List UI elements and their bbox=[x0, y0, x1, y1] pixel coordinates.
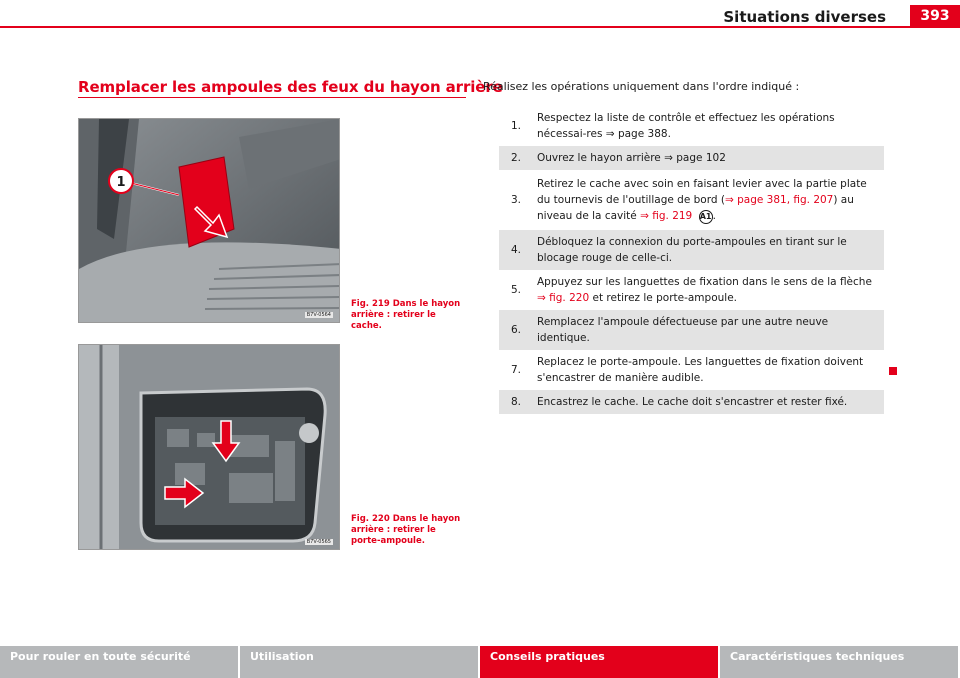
list-item: 4. Débloquez la connexion du porte-ampoules en tirant sur le blocage rouge de celle-ci. bbox=[499, 230, 884, 270]
xref-arrow-icon: ⇒ bbox=[724, 194, 734, 206]
figure-220-caption: Fig. 220 Dans le hayon arrière : retirer le porte-ampoule. bbox=[351, 514, 461, 546]
figure-link[interactable]: page 381, fig. 207 bbox=[737, 194, 834, 206]
callout-a1-icon: A1 bbox=[699, 210, 713, 224]
page-number: 393 bbox=[910, 5, 960, 28]
chapter-title: Situations diverses bbox=[723, 8, 886, 26]
figure-219-image bbox=[78, 118, 340, 323]
tab-technical-data[interactable]: Caractéristiques techniques bbox=[720, 646, 958, 678]
header-rule bbox=[0, 26, 910, 28]
list-item: 5. Appuyez sur les languettes de fixation dans le sens de la flèche ⇒ fig. 220 et retirez le porte-ampoule. bbox=[511, 276, 872, 304]
figure-link[interactable]: fig. 220 bbox=[549, 292, 590, 304]
page-link[interactable]: page 388 bbox=[617, 128, 668, 140]
xref-arrow-icon: ⇒ bbox=[640, 210, 649, 222]
list-item: 8. Encastrez le cache. Le cache doit s'encastrer et rester fixé. bbox=[499, 390, 884, 414]
footer-tabs bbox=[0, 646, 960, 678]
figure-219-caption: Fig. 219 Dans le hayon arrière : retirer le cache. bbox=[351, 299, 461, 331]
intro-text: Réalisez les opérations uniquement dans l'ordre indiqué : bbox=[483, 80, 800, 93]
list-item: 3. Retirez le cache avec soin en faisant levier avec la partie plate du tournevis de l'outillage de bord (⇒ page 381, fig. 207) au niveau de la cavité ⇒ fig. 219 A1. bbox=[511, 178, 867, 222]
tab-practical-tips[interactable]: Conseils pratiques bbox=[480, 646, 718, 678]
list-item: 6. Remplacez l'ampoule défectueuse par une autre neuve identique. bbox=[499, 310, 884, 350]
steps-list bbox=[499, 106, 884, 414]
section-title: Remplacer les ampoules des feux du hayon arrière bbox=[78, 78, 503, 96]
figure-callout-1: 1 bbox=[116, 175, 126, 190]
xref-arrow-icon: ⇒ bbox=[605, 128, 615, 140]
tab-operation[interactable]: Utilisation bbox=[240, 646, 478, 678]
xref-arrow-icon: ⇒ bbox=[537, 292, 546, 304]
section-end-icon bbox=[889, 367, 897, 375]
list-item: 7. Replacez le porte-ampoule. Les languettes de fixation doivent s'encastrer de manière audible. bbox=[511, 356, 864, 384]
section-rule bbox=[78, 97, 466, 98]
xref-arrow-icon: ⇒ bbox=[664, 152, 673, 164]
figure-link[interactable]: fig. 219 bbox=[652, 210, 693, 222]
tab-safety[interactable]: Pour rouler en toute sécurité bbox=[0, 646, 238, 678]
figure-code: B7V-0565 bbox=[306, 539, 331, 545]
list-item: 1. Respectez la liste de contrôle et effectuez les opérations nécessai-res ⇒ page 388. bbox=[511, 112, 835, 140]
page-link[interactable]: page 102 bbox=[676, 152, 726, 164]
list-item: 2. Ouvrez le hayon arrière ⇒ page 102 bbox=[499, 146, 884, 170]
figure-code: B7V-0564 bbox=[306, 312, 331, 318]
figure-220-image bbox=[78, 344, 340, 550]
